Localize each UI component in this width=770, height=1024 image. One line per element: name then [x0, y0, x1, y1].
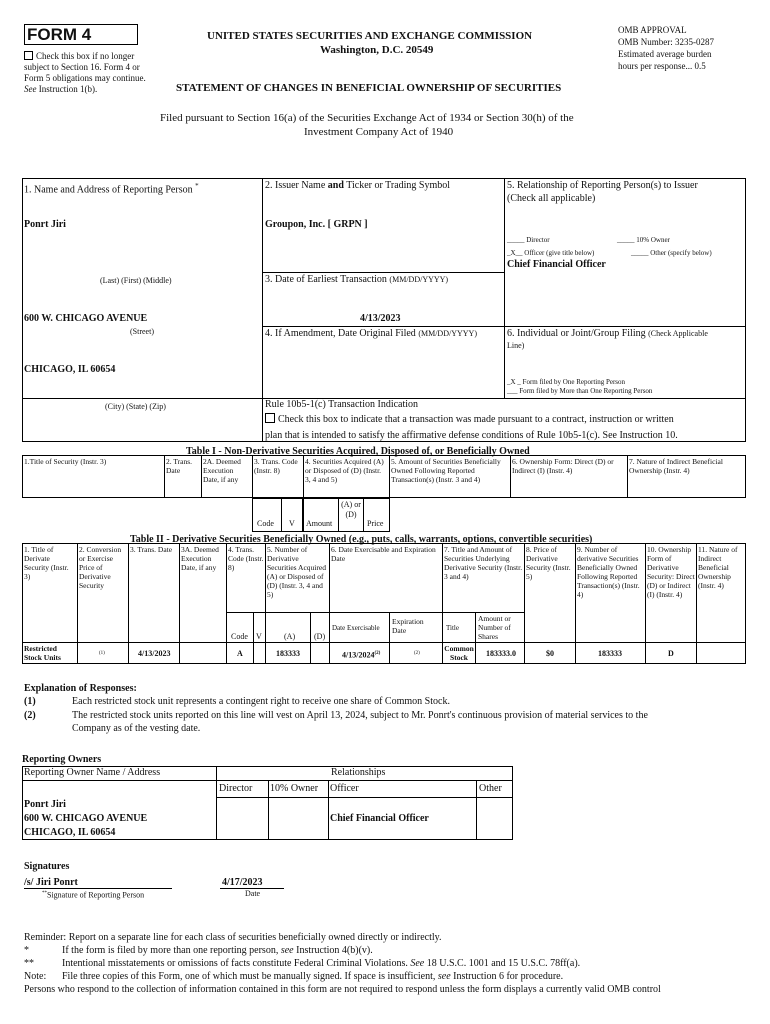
t2-row-acquired: 183333 [276, 649, 300, 658]
box1-label: 1. Name and Address of Reporting Person * [24, 182, 199, 196]
omb-hours: hours per response... 0.5 [618, 61, 706, 71]
t2-sub-code: Code [231, 632, 248, 641]
t2-row-security: Restricted Stock Units [24, 644, 61, 662]
signature-value: /s/ Jiri Ponrt [24, 877, 78, 888]
t2-col-exercisable: 6. Date Exercisable and Expiration Date [331, 545, 436, 563]
t2-col-title: 1. Title of Derivate Security (Instr. 3) [24, 545, 69, 581]
section16-checkbox-text: Check this box if no longer subject to Section 16. Form 4 or Form 5 obligations may continue. See Instruction 1(b). [24, 51, 146, 94]
officer-title: Chief Financial Officer [507, 259, 606, 270]
reporting-person-name: Ponrt Jiri [24, 219, 66, 230]
t1-col-nature: 7. Nature of Indirect Beneficial Ownership (Instr. 4) [629, 457, 723, 475]
name-parts-label: (Last) (First) (Middle) [100, 276, 172, 285]
reminder-line1: If the form is filed by more than one reporting person, see Instruction 4(b)(v). [62, 945, 373, 956]
t1-sub-price: Price [367, 519, 384, 528]
t1-col-amount: 5. Amount of Securities Beneficially Owned Following Reported Transaction(s) (Instr. 3 and 4) [391, 457, 501, 484]
reminder-star: * [24, 945, 29, 956]
reminder-double-star: ** [24, 958, 34, 969]
box5-label: 5. Relationship of Reporting Person(s) to Issuer [507, 180, 698, 191]
owner-street: 600 W. CHICAGO AVENUE [24, 813, 148, 824]
reporting-person-city: CHICAGO, IL 60654 [24, 364, 116, 375]
ten-percent-option: _____ 10% Owner [617, 236, 670, 244]
t1-col-securities: 4. Securities Acquired (A) or Disposed of (D) (Instr. 3, 4 and 5) [305, 457, 384, 484]
other-option: _____ Other (specify below) [631, 249, 712, 257]
t2-sub-exercisable: Date Exercisable [332, 624, 380, 632]
t2-row-form: D [668, 649, 674, 658]
reminder-text: Reminder: Report on a separate line for each class of securities beneficially owned directly or indirectly. [24, 932, 442, 943]
t2-sub-a: (A) [284, 632, 296, 641]
reporting-owners-title: Reporting Owners [22, 754, 102, 765]
rule-10b5-text1: Check this box to indicate that a transaction was made pursuant to a contract, instruction or written [265, 413, 674, 426]
t2-row-code: A [237, 649, 243, 658]
owners-col-director: Director [219, 783, 253, 794]
signature-date-label: Date [245, 889, 261, 898]
box4-label: 4. If Amendment, Date Original Filed (MM/DD/YYYY) [265, 328, 477, 339]
t2-row-amount: 183333.0 [486, 649, 516, 658]
owners-col-relationships: Relationships [331, 767, 386, 778]
issuer-name: Groupon, Inc. [ GRPN ] [265, 219, 368, 230]
owner-name: Ponrt Jiri [24, 799, 66, 810]
table1-title: Table I - Non-Derivative Securities Acquired, Disposed of, or Beneficially Owned [186, 446, 530, 457]
t2-col-date: 3. Trans. Date [130, 545, 173, 554]
t1-sub-amount: Amount [306, 519, 333, 528]
omb-title: OMB APPROVAL [618, 25, 687, 35]
t1-col-date: 2. Trans. Date [166, 457, 193, 475]
t1-col-code: 3. Trans. Code (Instr. 8) [254, 457, 298, 475]
t2-col-underlying: 7. Title and Amount of Securities Underlying Derivative Security (Instr. 3 and 4) [444, 545, 523, 581]
t2-col-owned: 9. Number of derivative Securities Beneficially Owned Following Reported Transaction(s) (Instr. 4) [577, 545, 640, 599]
t2-col-code: 4. Trans. Code (Instr. 8) [228, 545, 264, 572]
director-option: _____ Director [507, 236, 550, 244]
t2-sub-v: V [256, 632, 262, 641]
rule-10b5-checkbox[interactable] [265, 413, 275, 423]
footnote-2-number: (2) [24, 710, 36, 721]
omb-burden: Estimated average burden [618, 49, 712, 59]
t2-sub-amount: Amount or Number of Shares [478, 614, 511, 641]
t2-row-expiration: (2) [414, 651, 420, 656]
t2-row-price: $0 [546, 649, 554, 658]
box5-sublabel: (Check all applicable) [507, 193, 596, 204]
signature-date: 4/17/2023 [222, 877, 263, 888]
agency-name: UNITED STATES SECURITIES AND EXCHANGE COMMISSION [207, 30, 533, 42]
t2-row-owned: 183333 [598, 649, 622, 658]
filing-option-group: ___ Form filed by More than One Reporting Person [507, 387, 653, 395]
t2-col-conversion: 2. Conversion or Exercise Price of Derivative Security [79, 545, 122, 590]
footnote-1-text: Each restricted stock unit represents a contingent right to receive one share of Common Stock. [72, 696, 450, 707]
reminder-line3: File three copies of this Form, one of which must be manually signed. If space is insufficient, see Instruction 6 for procedure. [62, 971, 564, 982]
t2-row-date: 4/13/2023 [138, 649, 171, 658]
t1-sub-v: V [289, 519, 295, 528]
reporting-person-street: 600 W. CHICAGO AVENUE [24, 313, 148, 324]
t1-sub-code: Code [257, 519, 274, 528]
t1-col-title: 1.Title of Security (Instr. 3) [24, 457, 107, 466]
footnote-2-text: The restricted stock units reported on this line will vest on April 13, 2024, subject to Mr. Ponrt's continuous provision of material services to the [72, 710, 648, 721]
t2-col-nature: 11. Nature of Indirect Beneficial Ownership (Instr. 4) [698, 545, 738, 590]
owner-city: CHICAGO, IL 60654 [24, 827, 116, 838]
reminder-note-label: Note: [24, 971, 47, 982]
owners-col-name: Reporting Owner Name / Address [24, 767, 161, 778]
owners-col-10pct: 10% Owner [270, 783, 319, 794]
t2-col-price: 8. Price of Derivative Security (Instr. 5) [526, 545, 571, 581]
t1-col-ownership: 6. Ownership Form: Direct (D) or Indirect (I) (Instr. 4) [512, 457, 614, 475]
t2-sub-d: (D) [314, 632, 326, 641]
t2-row-title: Common Stock [444, 644, 474, 662]
footnote-1-number: (1) [24, 696, 36, 707]
t2-row-price-fn: (1) [99, 651, 105, 656]
box6-label-line2: Line) [507, 341, 525, 350]
t2-row-exercisable: 4/13/2024$^{(2)}$ [342, 650, 381, 660]
t1-col-deemed: 2A. Deemed Execution Date, if any [203, 457, 241, 484]
filed-pursuant-line2: Investment Company Act of 1940 [304, 126, 454, 138]
owner-officer-title: Chief Financial Officer [330, 813, 429, 824]
t2-sub-expiration: Expiration Date [392, 617, 424, 635]
t2-col-form: 10. Ownership Form of Derivative Security: Direct (D) or Indirect (I) (Instr. 4) [647, 545, 695, 599]
filed-pursuant-line1: Filed pursuant to Section 16(a) of the Securities Exchange Act of 1934 or Section 30(h) of the [160, 112, 574, 124]
section16-checkbox[interactable] [24, 51, 33, 60]
footnote-2-text-line2: Company as of the vesting date. [72, 723, 201, 734]
form-title: FORM 4 [27, 25, 92, 44]
explanation-title: Explanation of Responses: [24, 683, 137, 694]
reminder-line2: Intentional misstatements or omissions of facts constitute Federal Criminal Violations. See 18 U.S.C. 1001 and 15 U.S.C. 78ff(a). [62, 958, 581, 969]
t2-sub-title: Title [446, 624, 459, 632]
agency-location: Washington, D.C. 20549 [320, 44, 434, 56]
street-label: (Street) [130, 327, 154, 336]
officer-option: _X__ Officer (give title below) [507, 249, 595, 257]
owners-col-other: Other [479, 783, 502, 794]
rule-10b5-text2: plan that is intended to satisfy the affirmative defense conditions of Rule 10b5-1(c). See Instruction 10. [265, 430, 678, 441]
table2-title: Table II - Derivative Securities Beneficially Owned (e.g., puts, calls, warrants, options, convertible securities) [130, 534, 593, 545]
city-label: (City) (State) (Zip) [105, 402, 166, 411]
signatures-title: Signatures [24, 861, 70, 872]
rule-10b5-title: Rule 10b5-1(c) Transaction Indication [265, 399, 419, 410]
statement-title: STATEMENT OF CHANGES IN BENEFICIAL OWNERSHIP OF SECURITIES [176, 82, 562, 94]
t2-col-deemed: 3A. Deemed Execution Date, if any [181, 545, 219, 572]
t1-sub-ad: (A) or (D) [341, 500, 361, 519]
t2-col-number: 5. Number of Derivative Securities Acquired (A) or Disposed of (D) (Instr. 3, 4 and 5) [267, 545, 326, 599]
earliest-transaction-date: 4/13/2023 [360, 313, 401, 324]
filing-option-one: _X _ Form filed by One Reporting Person [507, 378, 626, 386]
box2-label: 2. Issuer Name and Ticker or Trading Symbol [265, 180, 451, 191]
box3-label: 3. Date of Earliest Transaction (MM/DD/YYYY) [265, 274, 449, 285]
omb-number: OMB Number: 3235-0287 [618, 37, 714, 47]
reminder-last: Persons who respond to the collection of information contained in this form are not required to respond unless the form displays a currently valid OMB control [24, 984, 661, 995]
owners-col-officer: Officer [330, 783, 359, 794]
signature-label: **Signature of Reporting Person [42, 890, 145, 900]
box6-label: 6. Individual or Joint/Group Filing (Check Applicable [507, 328, 708, 339]
